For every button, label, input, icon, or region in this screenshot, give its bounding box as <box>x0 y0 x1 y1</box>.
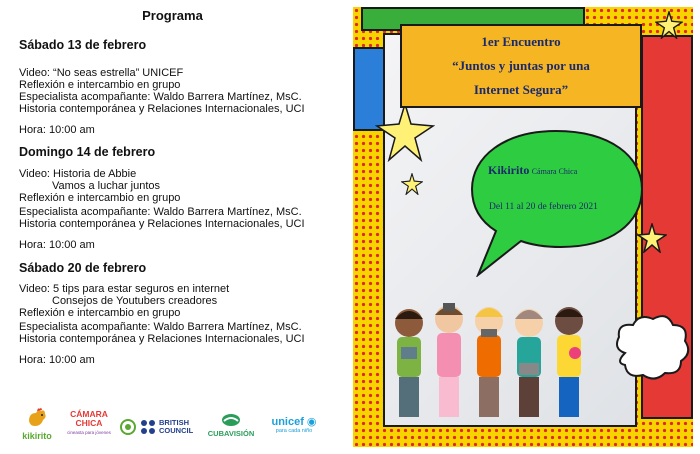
session-hour: Hora: 10:00 am <box>19 354 95 366</box>
session-hour: Hora: 10:00 am <box>19 124 95 136</box>
session-line: Video: 5 tips para estar seguros en internet <box>19 283 230 295</box>
program-title: Programa <box>142 8 203 23</box>
kikirito-label: kikirito <box>22 431 52 441</box>
session-line: Video: “No seas estrella” UNICEF <box>19 67 184 79</box>
bubble-dates: Del 11 al 20 de febrero 2021 <box>489 202 598 212</box>
session-line: Reflexión e intercambio en grupo <box>19 192 181 204</box>
british-council-emblem-icon <box>120 419 136 435</box>
kikirito-logo <box>14 407 60 441</box>
cubavision-emblem-icon <box>221 413 241 427</box>
session-line: Historia contemporánea y Relaciones Internacionales, UCI <box>19 333 305 345</box>
session-line: Historia contemporánea y Relaciones Internacionales, UCI <box>19 218 305 230</box>
poster-title-line2: “Juntos y juntas por una <box>452 58 590 73</box>
camara-chica-label: CÁMARA CHICA <box>70 409 108 428</box>
child-figure <box>555 307 583 417</box>
child-figure <box>475 307 503 417</box>
sponsor-logos <box>0 405 345 450</box>
event-poster <box>353 7 693 447</box>
rooster-icon <box>25 407 49 429</box>
session-line: Vamos a luchar juntos <box>52 180 161 192</box>
children-illustration <box>389 293 599 433</box>
cloud-burst-icon <box>611 313 691 383</box>
unicef-logo <box>264 415 324 434</box>
session-hour: Hora: 10:00 am <box>19 239 95 251</box>
session-line: Especialista acompañante: Waldo Barrera Martínez, MsC. <box>19 206 302 218</box>
session-line: Especialista acompañante: Waldo Barrera Martínez, MsC. <box>19 321 302 333</box>
session-day: Domingo 14 de febrero <box>19 145 156 159</box>
session-line: Consejos de Youtubers creadores <box>52 295 218 307</box>
session-line: Historia contemporánea y Relaciones Internacionales, UCI <box>19 103 305 115</box>
cubavision-label: CUBAVISIÓN <box>207 429 255 438</box>
british-council-label: BRITISH COUNCIL <box>159 418 194 435</box>
session-day: Sábado 20 de febrero <box>19 261 147 275</box>
session-line: Especialista acompañante: Waldo Barrera Martínez, MsC. <box>19 91 302 103</box>
bubble-brand-line <box>488 163 577 178</box>
dots-icon <box>140 419 156 435</box>
unicef-label <box>264 415 324 428</box>
camara-chica-sublabel: cineasta para jóvenes <box>67 430 111 435</box>
session-line: Reflexión e intercambio en grupo <box>19 79 181 91</box>
child-figure <box>395 309 423 417</box>
poster-title-box <box>400 24 642 108</box>
unicef-wordmark: unicef <box>271 416 304 428</box>
child-figure <box>515 309 543 417</box>
program-column <box>0 0 345 454</box>
child-figure <box>435 303 463 417</box>
globe-icon: ◉ <box>303 416 317 428</box>
session-day: Sábado 13 de febrero <box>19 38 147 52</box>
session-line: Video: Historia de Abbie <box>19 168 137 180</box>
session-line: Reflexión e intercambio en grupo <box>19 307 181 319</box>
cubavision-logo <box>203 413 259 438</box>
bubble-brand-sub: Cámara Chica <box>531 167 578 176</box>
unicef-sublabel: para cada niño <box>275 428 313 434</box>
poster-title-line1: 1er Encuentro <box>481 34 561 49</box>
bubble-brand: Kikirito <box>488 163 530 177</box>
small-star-icon <box>401 173 423 195</box>
poster-title-line3: Internet Segura” <box>473 82 569 97</box>
camara-chica-logo <box>64 410 114 435</box>
star-icon <box>375 102 435 162</box>
corner-star-icon <box>655 11 683 39</box>
